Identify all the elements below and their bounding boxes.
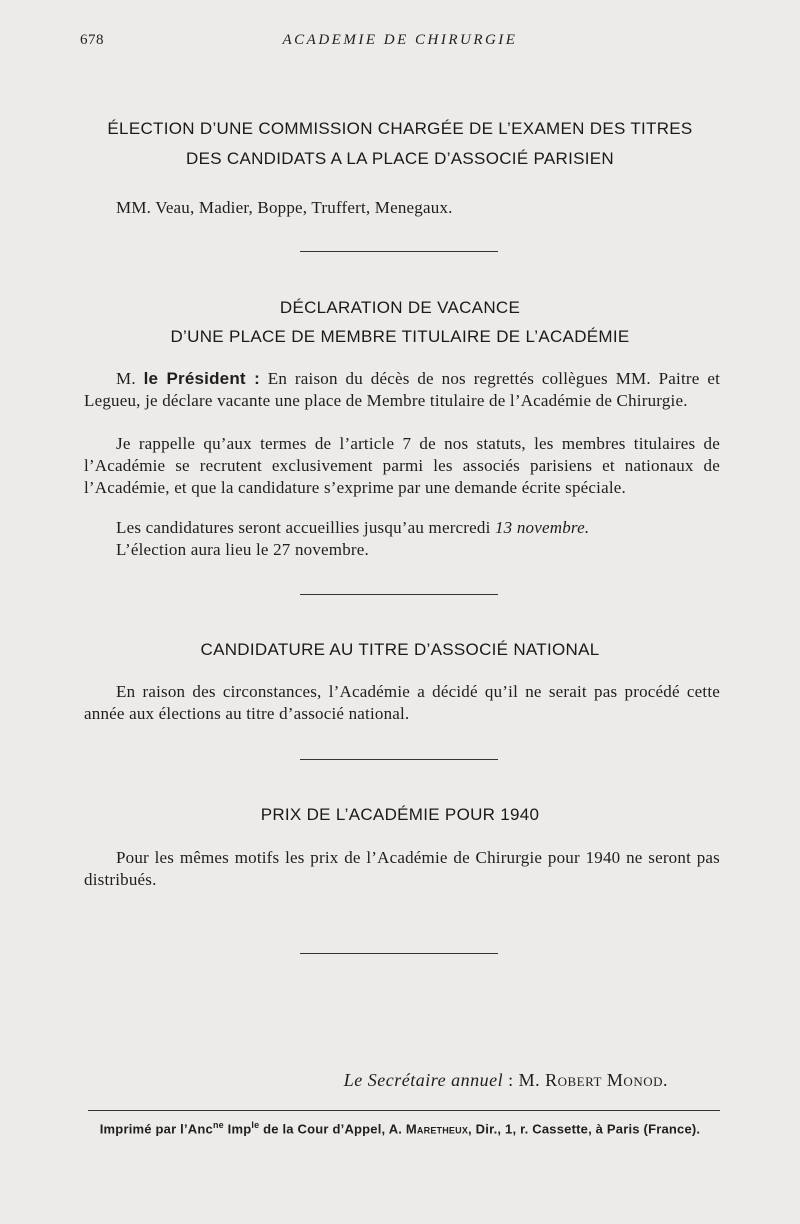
imprint-sup-2: le <box>251 1120 260 1130</box>
speaker-name: le Président : <box>143 369 260 388</box>
page-number: 678 <box>80 32 104 48</box>
signature-separator: : M. <box>503 1070 546 1090</box>
speaker-prefix: M. <box>116 369 144 388</box>
vacance-title-line1: DÉCLARATION DE VACANCE <box>279 298 521 317</box>
imprint-divider <box>88 1110 720 1111</box>
signature <box>344 1070 668 1091</box>
signature-name: Robert Monod. <box>545 1070 668 1090</box>
section-divider <box>300 759 498 760</box>
candidature-title: CANDIDATURE AU TITRE D’ASSOCIÉ NATIONAL <box>200 640 600 659</box>
imprint-sup-1: ne <box>212 1120 224 1130</box>
section-divider <box>300 953 498 954</box>
vacance-paragraph-1-text: En raison du décès de nos regrettés collègues MM. Paitre et Legueu, je déclare vacante une place de Membre titulaire de l’Académie de Chirurgie. <box>84 369 720 410</box>
vacance-paragraph-4: L’élection aura lieu le 27 novembre. <box>116 540 369 559</box>
election-title-line1: ÉLECTION D’UNE COMMISSION CHARGÉE DE L’EXAMEN DES TITRES <box>107 119 693 138</box>
signature-role: Le Secrétaire annuel <box>343 1070 504 1090</box>
candidature-paragraph: En raison des circonstances, l’Académie a décidé qu’il ne serait pas procédé cette année aux élections au titre d’associé national. <box>84 682 720 723</box>
imprint-text-2: Imp <box>223 1121 252 1137</box>
vacance-paragraph-1 <box>84 368 720 412</box>
imprint-printer-name: Maretheux <box>405 1121 469 1137</box>
printer-imprint <box>60 1120 740 1136</box>
imprint-text-4: , Dir., 1, r. Cassette, à Paris (France). <box>468 1121 701 1137</box>
election-title-line2: DES CANDIDATS A LA PLACE D’ASSOCIÉ PARISIEN <box>186 149 614 168</box>
vacance-title-line2: D’UNE PLACE DE MEMBRE TITULAIRE DE L’ACADÉMIE <box>170 327 630 346</box>
prix-title: PRIX DE L’ACADÉMIE POUR 1940 <box>260 805 540 824</box>
imprint-text-3: de la Cour d’Appel, A. <box>259 1121 406 1137</box>
running-head <box>80 32 720 54</box>
vacance-paragraph-3 <box>84 517 720 539</box>
section-divider <box>300 594 498 595</box>
election-members: MM. Veau, Madier, Boppe, Truffert, Menegaux. <box>116 198 453 217</box>
vacance-paragraph-3-text: Les candidatures seront accueillies jusqu’au mercredi <box>116 518 495 537</box>
journal-title: ACADEMIE DE CHIRURGIE <box>282 32 518 48</box>
vacance-date: 13 novembre. <box>494 518 590 537</box>
vacance-paragraph-2: Je rappelle qu’aux termes de l’article 7 de nos statuts, les membres titulaires de l’Académie se recrutent exclusivement parmi les associés parisiens et nationaux de l’Académie, et que la candidature s’exprime par une demande écrite spéciale. <box>84 434 720 497</box>
section-divider <box>300 251 498 252</box>
prix-paragraph: Pour les mêmes motifs les prix de l’Académie de Chirurgie pour 1940 ne seront pas distribués. <box>84 848 720 889</box>
imprint-text-1: Imprimé par l’Anc <box>99 1121 213 1137</box>
